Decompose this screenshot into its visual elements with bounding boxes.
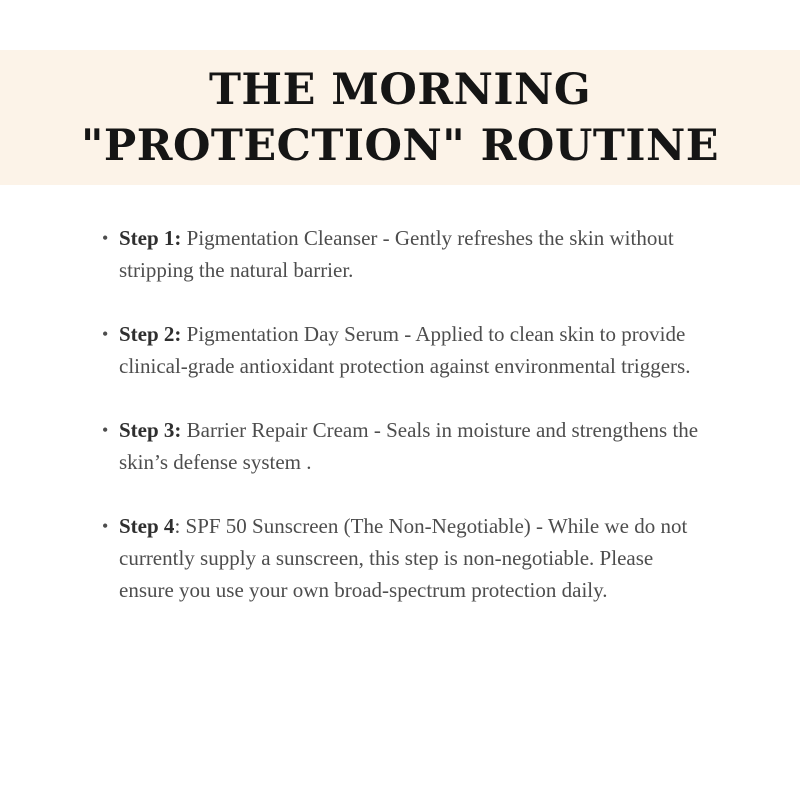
step-description: : SPF 50 Sunscreen (The Non-Negotiable) - While we do not currently supply a sunscreen, this step is non-negotiable. Please ensure you use your own broad-spectrum protection daily. bbox=[119, 514, 688, 602]
step-item-4 bbox=[100, 510, 700, 606]
routine-steps-list bbox=[100, 222, 700, 638]
bullet-icon: • bbox=[102, 228, 109, 248]
step-item-2 bbox=[100, 318, 700, 382]
page-title-line-1: THE MORNING bbox=[208, 64, 592, 115]
step-label: Step 2: bbox=[119, 322, 182, 346]
step-description: Pigmentation Day Serum - Applied to clean skin to provide clinical-grade antioxidant protection against environmental triggers. bbox=[119, 322, 691, 378]
step-item-3 bbox=[100, 414, 700, 478]
step-label: Step 3: bbox=[119, 418, 182, 442]
page-title-line-2: "PROTECTION" ROUTINE bbox=[80, 120, 720, 171]
bullet-icon: • bbox=[102, 420, 109, 440]
step-label: Step 4 bbox=[119, 514, 175, 538]
bullet-icon: • bbox=[102, 324, 109, 344]
step-description: Barrier Repair Cream - Seals in moisture and strengthens the skin’s defense system . bbox=[119, 418, 699, 474]
step-description: Pigmentation Cleanser - Gently refreshes the skin without stripping the natural barrier. bbox=[119, 226, 674, 282]
bullet-icon: • bbox=[102, 516, 109, 536]
step-label: Step 1: bbox=[119, 226, 182, 250]
step-item-1 bbox=[100, 222, 700, 286]
header-band bbox=[0, 50, 800, 185]
